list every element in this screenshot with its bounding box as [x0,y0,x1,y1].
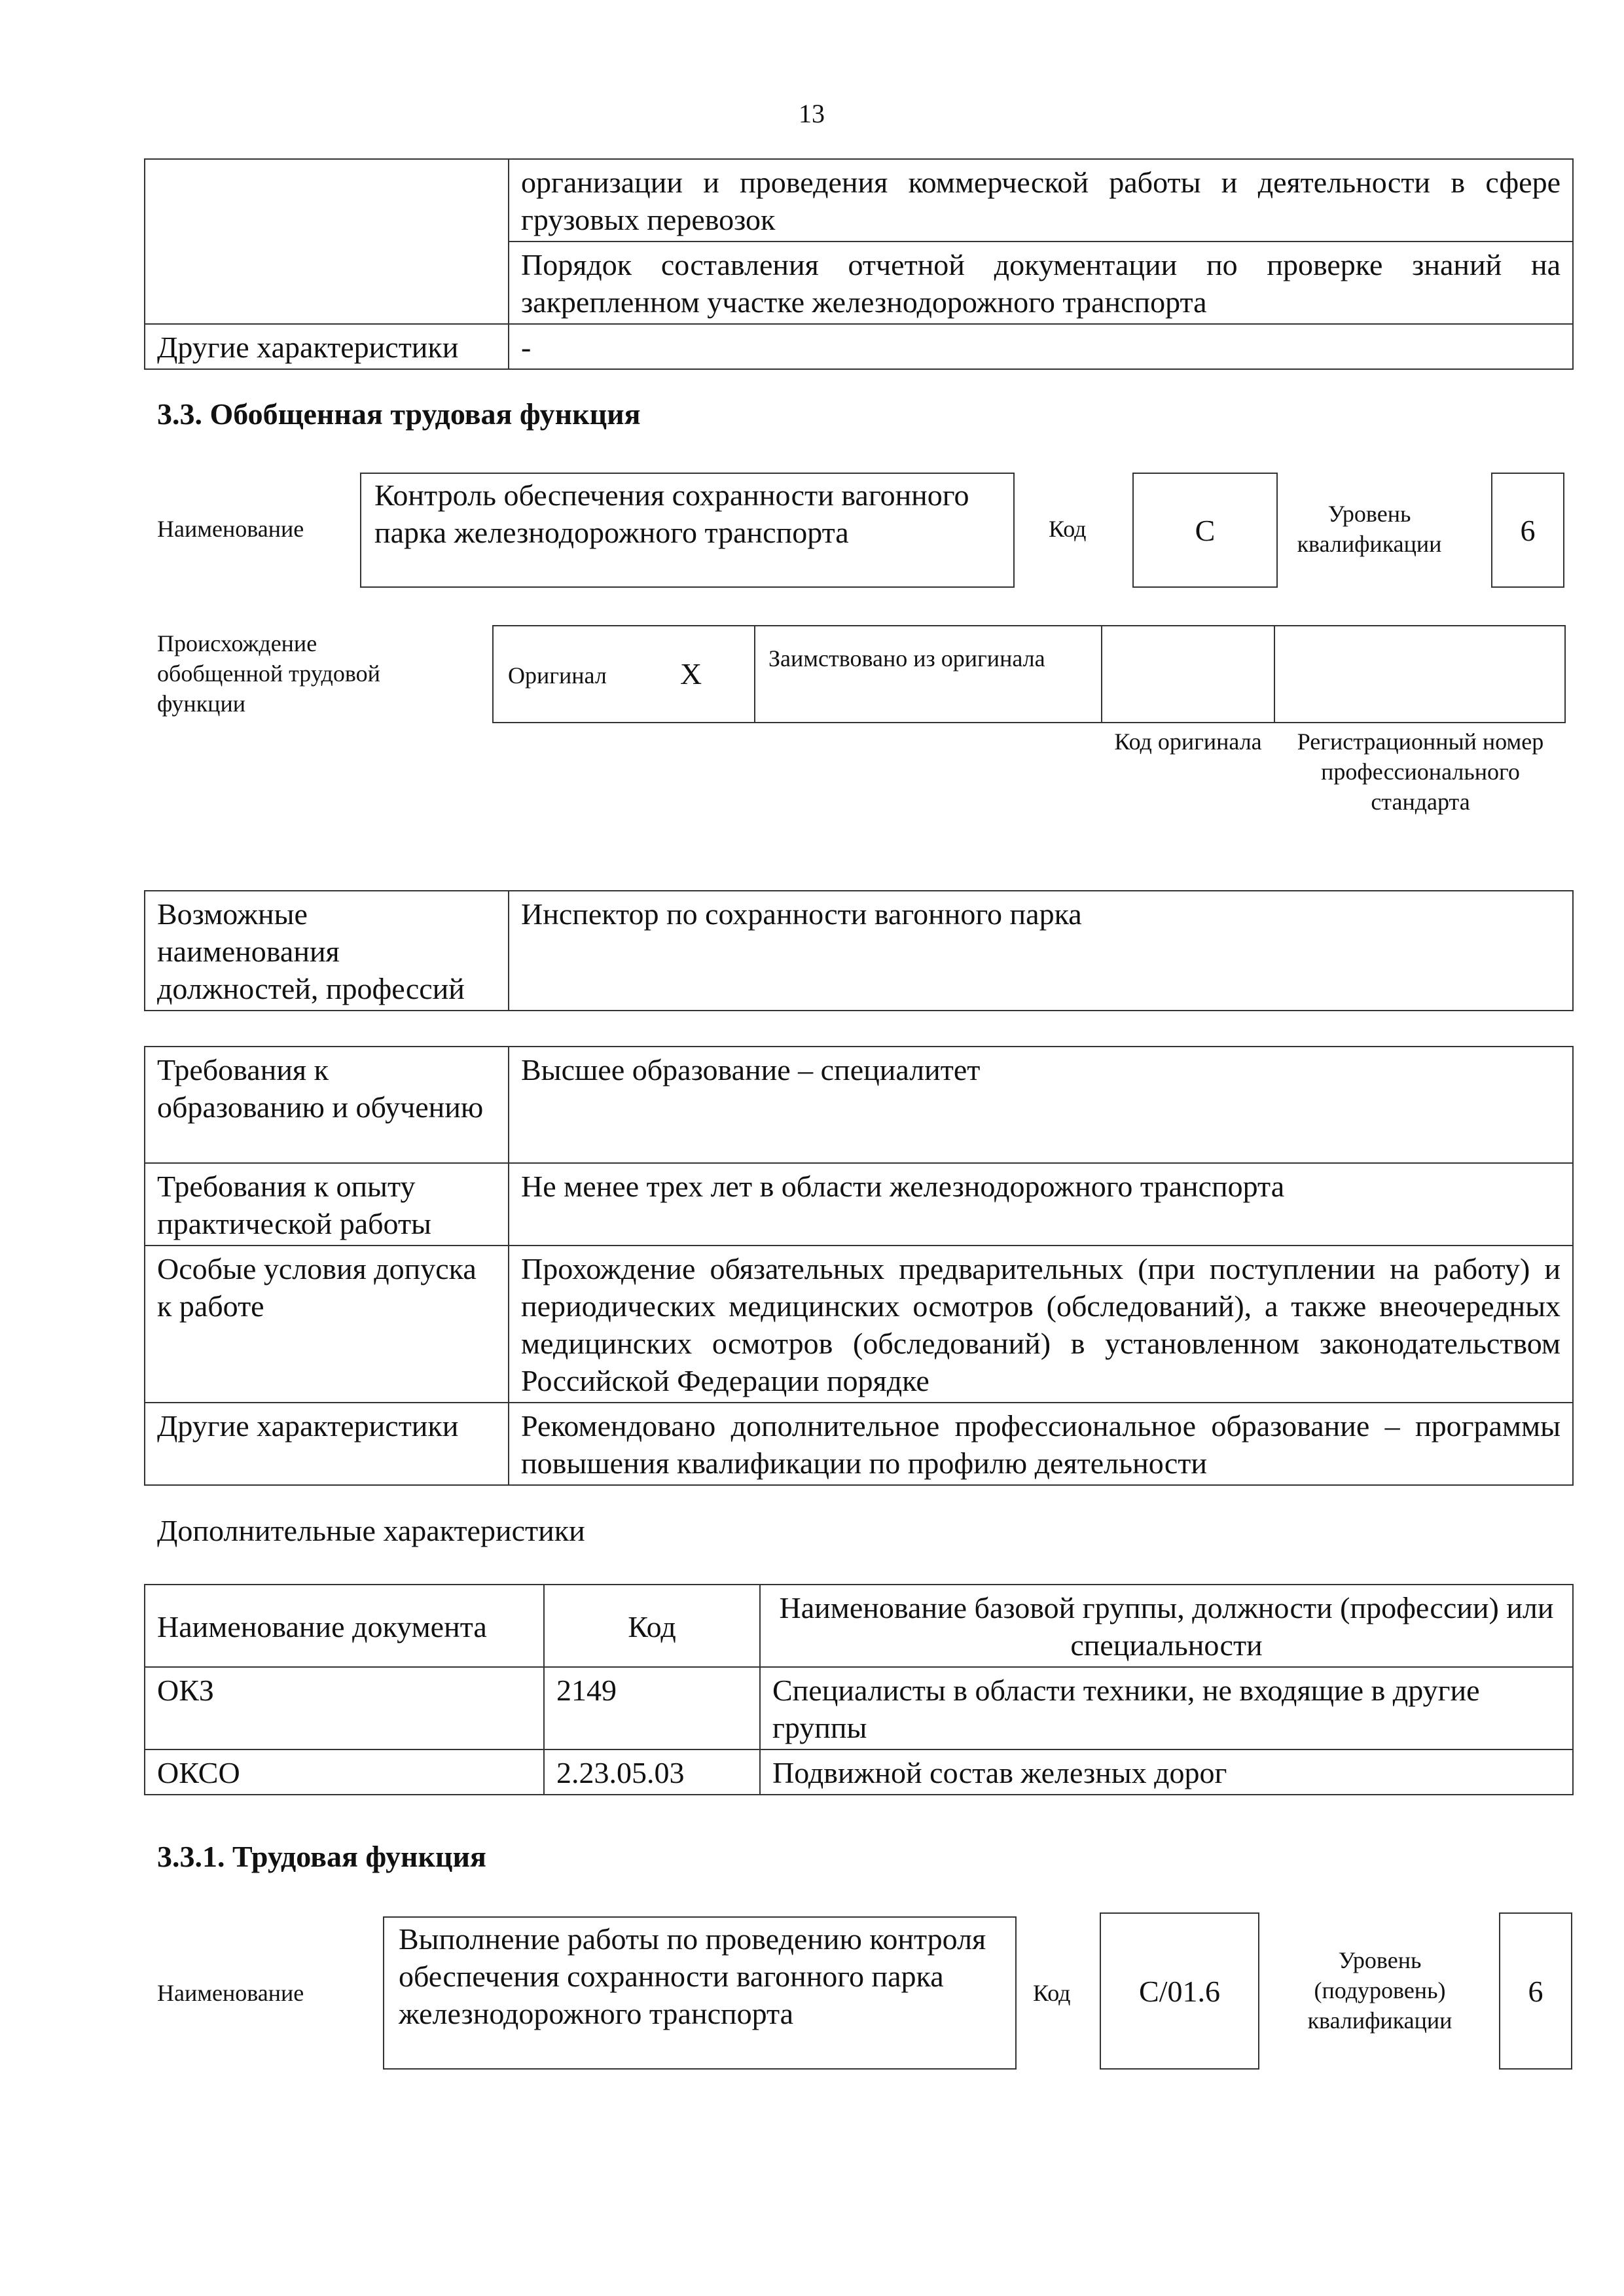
code-label: Код [1049,516,1087,542]
name-cell: Специалисты в области техники, не входящие в другие группы [760,1667,1573,1749]
function-name-value: Контроль обеспечения сохранности вагонного парка железнодорожного транспорта [374,478,969,549]
requirement-label: Требования к образованию и обучению [145,1047,509,1163]
function-name-value: Выполнение работы по проведению контроля обеспечения сохранности вагонного парка железнодорожного транспорта [399,1922,986,2030]
requirement-label: Требования к опыту практической работы [145,1163,509,1246]
code-cell: 2.23.05.03 [544,1749,760,1795]
requirement-label: Другие характеристики [145,1403,509,1485]
additional-table [144,1584,1574,1795]
header-code: Код [544,1585,760,1667]
page-number: 13 [799,99,825,128]
level-label: Уровень (подуровень) квалификации [1307,1947,1453,2034]
original-label: Оригинал [508,662,607,689]
level-box [1499,1912,1572,2070]
level-value: 6 [1528,1974,1543,2008]
top-table [144,158,1574,370]
reg-number-cell [1275,626,1566,722]
code-box [1100,1912,1259,2070]
table-row [145,1403,1573,1485]
code-value: C/01.6 [1139,1974,1220,2008]
table-row [145,891,1573,1011]
table-row [145,1749,1573,1795]
function-name-box [360,473,1015,588]
doc-cell: ОКЗ [145,1667,544,1749]
borrowed-label: Заимствовано из оригинала [768,645,1045,672]
requirements-table [144,1046,1574,1486]
table-row [145,1047,1573,1163]
requirement-value: Не менее трех лет в области железнодорожного транспорта [509,1163,1573,1246]
header-group-name: Наименование базовой группы, должности (профессии) или специальности [760,1585,1573,1667]
level-box [1491,473,1564,588]
doc-cell: ОКСО [145,1749,544,1795]
original-code-cell [1102,626,1274,722]
table-row [145,1246,1573,1403]
level-label: Уровень квалификации [1297,501,1442,557]
code-original-caption: Код оригинала [1114,728,1262,755]
positions-value: Инспектор по сохранности вагонного парка [509,891,1573,1011]
additional-title: Дополнительные характеристики [157,1514,585,1547]
table-row [145,1667,1573,1749]
function-name-box [383,1916,1017,2070]
level-value: 6 [1520,513,1536,547]
name-cell: Подвижной состав железных дорог [760,1749,1573,1795]
table-row [145,324,1573,369]
positions-label: Возможные наименования должностей, профессий [145,891,509,1011]
origin-label: Происхождение обобщенной трудовой функции [157,630,380,717]
top-table-empty-cell [145,159,509,324]
name-label: Наименование [157,1980,304,2006]
name-label: Наименование [157,516,304,542]
original-mark: X [680,657,702,691]
reg-number-caption: Регистрационный номер профессионального стандарта [1297,728,1544,815]
positions-table [144,890,1574,1011]
table-row [145,1585,1573,1667]
code-value: C [1195,513,1216,547]
requirement-label: Особые условия допуска к работе [145,1246,509,1403]
origin-table [492,625,1566,723]
requirement-value: Прохождение обязательных предварительных (при поступлении на работу) и периодических медицинских осмотров (обследований), а также внеочередных медицинских осмотров (обследований) в установленном законодательством Российской Федерации порядке [509,1246,1573,1403]
code-box [1132,473,1278,588]
top-table-cell: Порядок составления отчетной документации по проверке знаний на закрепленном участке железнодорожного транспорта [509,242,1573,324]
table-row [145,159,1573,242]
requirement-value: Рекомендовано дополнительное профессиональное образование – программы повышения квалификации по профилю деятельности [509,1403,1573,1485]
top-table-cell: - [509,324,1573,369]
table-row [145,1163,1573,1246]
top-table-label: Другие характеристики [145,324,509,369]
section-heading: 3.3.1. Трудовая функция [157,1840,486,1873]
code-cell: 2149 [544,1667,760,1749]
top-table-cell: организации и проведения коммерческой работы и деятельности в сфере грузовых перевозок [509,159,1573,242]
code-label: Код [1033,1980,1071,2006]
section-heading: 3.3. Обобщенная трудовая функция [157,397,641,431]
header-doc-name: Наименование документа [145,1585,544,1667]
requirement-value: Высшее образование – специалитет [509,1047,1573,1163]
